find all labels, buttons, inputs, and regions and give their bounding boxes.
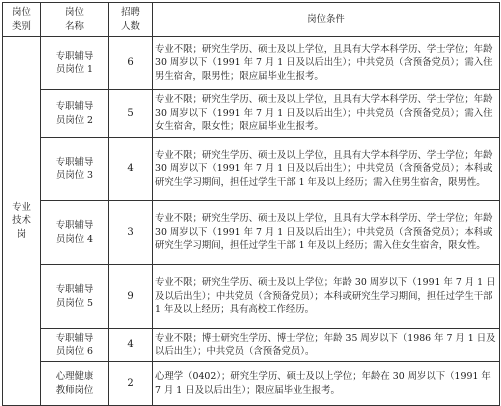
table-row: [3, 329, 500, 362]
position-conditions-cell: [153, 265, 500, 329]
position-name: 专职辅导 员岗位 3: [55, 156, 94, 181]
hiring-count: 2: [127, 377, 134, 389]
hiring-count-cell: [109, 329, 153, 362]
hiring-count: 4: [127, 163, 134, 175]
position-name: 专职辅导 员岗位 5: [55, 284, 94, 309]
hiring-count: 9: [127, 290, 134, 302]
position-conditions: 专业不限；研究生学历、硕士及以上学位；年龄 30 周岁以下（1991 年 7 月 1 日及以后出生）；中共党员（含预备党员）；本科或研究生学习期间，担任过学生干部 1 年及以上经历；具有高校工作经历。: [155, 277, 496, 316]
table-header-row: [3, 3, 500, 37]
hiring-count-cell: [109, 362, 153, 406]
header-conditions: 岗位条件: [153, 3, 500, 37]
position-name-cell: [41, 90, 109, 138]
position-name: 专职辅导 员岗位 1: [55, 50, 94, 75]
position-conditions-cell: [153, 37, 500, 90]
category-label: 专业 技术 岗: [12, 201, 31, 240]
position-name-cell: [41, 362, 109, 406]
position-conditions: 专业不限；研究生学历、硕士及以上学位，且具有大学本科学历、学士学位；年龄 30 周岁以下（1991 年 7 月 1 日及以后出生）；中共党员（含预备党员）；需入住男生宿舍，限男性；限应届毕业生报考。: [155, 43, 493, 82]
position-name-cell: [41, 138, 109, 201]
recruitment-table: [2, 2, 500, 406]
position-conditions-cell: [153, 362, 500, 406]
table-row: [3, 201, 500, 265]
position-conditions: 专业不限；研究生学历、硕士及以上学位，且具有大学本科学历、学士学位；年龄 30 周岁以下（1991 年 7 月 1 日及以后出生）；中共党员（含预备党员）；需入住女生宿舍，限女性；限应届毕业生报考。: [155, 94, 493, 133]
position-conditions-cell: [153, 201, 500, 265]
header-name: 岗位 名称: [41, 3, 109, 37]
header-count: 招聘 人数: [109, 3, 153, 37]
position-name: 专职辅导 员岗位 2: [55, 101, 94, 126]
table-row: [3, 90, 500, 138]
position-name-cell: [41, 329, 109, 362]
position-conditions: 专业不限；研究生学历、硕士及以上学位，且具有大学本科学历、学士学位；年龄 30 周岁以下（1991 年 7 月 1 日及以后出生）；中共党员（含预备党员）；本科或研究生学习期间，担任过学生干部 1 年及以上经历；需入住女生宿舍，限女性。: [155, 213, 493, 252]
hiring-count: 4: [127, 339, 134, 351]
table-row: [3, 37, 500, 90]
position-name-cell: [41, 201, 109, 265]
position-conditions: 专业不限；博士研究生学历、博士学位；年龄 35 周岁以下（1986 年 7 月 1 日及以后出生）；中共党员（含预备党员）。: [155, 332, 496, 357]
position-name-cell: [41, 37, 109, 90]
position-conditions: 心理学（0402）；研究生学历、硕士及以上学位；年龄在 30 周岁以下（1991 年 7 月 1 日及以后出生）；限应届毕业生报考。: [155, 371, 491, 396]
hiring-count-cell: [109, 138, 153, 201]
hiring-count-cell: [109, 265, 153, 329]
position-name-cell: [41, 265, 109, 329]
table-row: [3, 138, 500, 201]
position-name: 专职辅导 员岗位 6: [55, 332, 94, 357]
table-row: [3, 362, 500, 406]
hiring-count-cell: [109, 37, 153, 90]
hiring-count-cell: [109, 201, 153, 265]
position-name: 专职辅导 员岗位 4: [55, 220, 94, 245]
hiring-count-cell: [109, 90, 153, 138]
position-conditions: 专业不限；研究生学历、硕士及以上学位，且具有大学本科学历、学士学位；年龄 30 周岁以下（1991 年 7 月 1 日及以后出生）；中共党员（含预备党员）；本科或研究生学习期间，担任过学生干部 1 年及以上经历；需入住男生宿舍，限男性。: [155, 149, 493, 188]
category-cell: [3, 37, 41, 406]
hiring-count: 6: [127, 57, 134, 69]
position-name: 心理健康 教师岗位: [55, 371, 94, 396]
hiring-count: 5: [127, 107, 134, 119]
position-conditions-cell: [153, 90, 500, 138]
header-category: 岗位 类别: [3, 3, 41, 37]
position-conditions-cell: [153, 138, 500, 201]
hiring-count: 3: [127, 226, 134, 238]
position-conditions-cell: [153, 329, 500, 362]
table-row: [3, 265, 500, 329]
